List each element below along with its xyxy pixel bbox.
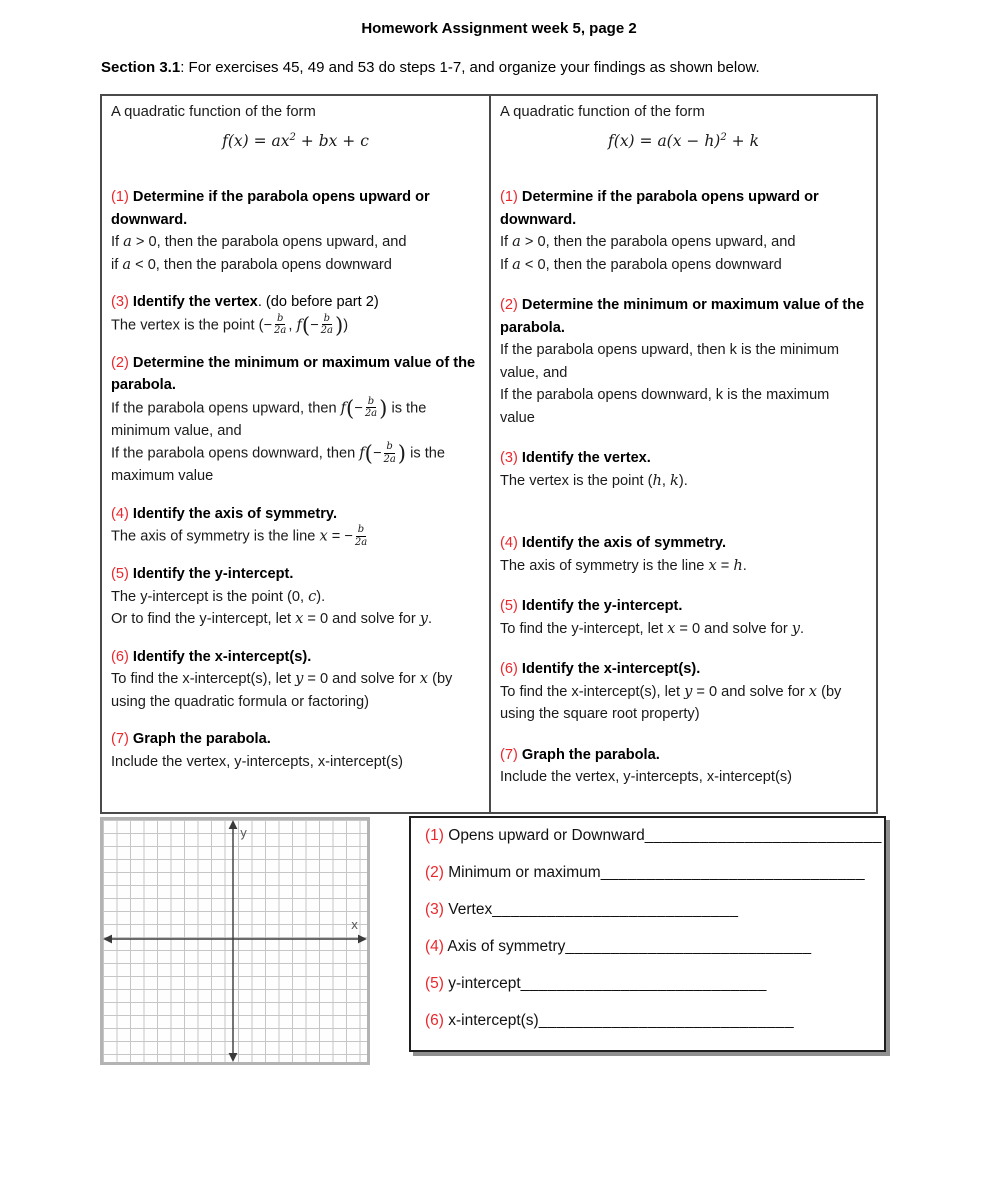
math-token: minimum value, and (111, 422, 242, 439)
step-number: (4) (111, 505, 129, 522)
math-token: f (359, 444, 365, 462)
math-token: f (296, 316, 302, 334)
answer-label: Opens upward or Downward (443, 827, 645, 844)
answer-number: (4) (425, 938, 444, 955)
math-token: , (288, 317, 297, 334)
answer-row-2 (425, 864, 884, 901)
math-token: f (340, 399, 347, 417)
math-token: x (419, 670, 429, 688)
step-body-line (500, 254, 867, 277)
math-token: y (791, 619, 801, 637)
step-number: (7) (500, 746, 518, 763)
math-token: ( (301, 311, 311, 337)
math-token: ). (678, 472, 688, 489)
math-token: If the parabola opens downward, then (111, 445, 360, 462)
step-body-line (500, 231, 867, 254)
step-number: (3) (111, 294, 129, 311)
step-heading (111, 352, 480, 397)
math-token: Include the vertex, y-intercepts, x-intercept(s) (111, 753, 403, 770)
answer-row-1 (425, 827, 884, 864)
math-token: If the parabola opens upward, then (111, 400, 341, 417)
vertex-form-steps (500, 186, 867, 789)
answer-blank-line: ____________________________ (538, 1012, 795, 1029)
step-1 (500, 186, 867, 276)
step-heading (111, 728, 480, 751)
math-token: The vertex is the point (− (111, 317, 273, 334)
step-number: (2) (111, 354, 129, 371)
step-body-line (111, 394, 480, 420)
step-heading (111, 563, 480, 586)
answer-box (409, 816, 886, 1052)
step-heading (111, 291, 480, 314)
vertex-form-intro: A quadratic function of the form (500, 104, 705, 120)
step-title: Identify the y-intercept. (132, 566, 294, 583)
vertex-form-formula (500, 127, 867, 153)
y-axis-up-arrow-icon (229, 820, 238, 829)
step-title: Determine the minimum or maximum value of the parabola. (111, 354, 476, 394)
step-body-line (111, 420, 480, 443)
page-title: Homework Assignment week 5, page 2 (361, 20, 637, 37)
answer-row-5 (425, 975, 884, 1012)
math-token: + k (726, 131, 759, 150)
step-heading (111, 186, 480, 231)
answer-number: (2) (425, 864, 444, 881)
math-token: If the parabola opens upward, then k is the minimum (500, 342, 840, 359)
math-token: f(x) = a(x − h) (608, 131, 721, 150)
step-number: (5) (111, 566, 129, 583)
math-token: To find the x-intercept(s), let (111, 671, 296, 688)
math-token: value, and (500, 364, 568, 381)
step-body-line (500, 339, 867, 362)
math-token: ) (335, 311, 344, 337)
math-token: − (310, 317, 319, 334)
step-body-line (111, 608, 480, 631)
answer-row-4 (425, 938, 884, 975)
step-title: Identify the axis of symmetry. (521, 535, 727, 552)
step-body-line (500, 555, 867, 578)
math-token: h (733, 556, 743, 574)
math-token: x (667, 619, 676, 637)
standard-form-formula (111, 127, 480, 153)
math-token: = 0 and solve for (692, 683, 809, 700)
step-body-line (500, 407, 867, 430)
step-body-line (500, 618, 867, 641)
answer-blank-line: ___________________________ (520, 975, 767, 992)
step-heading (500, 186, 867, 231)
answer-label: Vertex (443, 901, 493, 918)
math-token: < 0, then the parabola opens downward (131, 256, 392, 273)
step-number: (2) (500, 297, 518, 314)
step-body-line (111, 586, 480, 609)
math-token: = 0 and solve for (675, 620, 792, 637)
step-title: Identify the x-intercept(s). (521, 661, 701, 678)
answer-number: (5) (425, 975, 444, 992)
step-body-line (500, 384, 867, 407)
step-6 (111, 646, 480, 714)
answer-number: (3) (425, 901, 444, 918)
math-token: h (652, 471, 662, 489)
math-token: ) (343, 317, 349, 334)
step-body-line (111, 465, 480, 488)
step-title: Identify the axis of symmetry. (132, 505, 338, 522)
section-text: : For exercises 45, 49 and 53 do steps 1-7, and organize your findings as shown below. (180, 59, 760, 76)
step-body-line (111, 751, 480, 774)
step-body-line (500, 362, 867, 385)
math-token: (by (428, 671, 453, 688)
y-axis-label: y (240, 826, 248, 840)
answer-row-3 (425, 901, 884, 938)
step-number: (4) (500, 535, 518, 552)
answer-label: x-intercept(s) (443, 1012, 539, 1029)
standard-form-column (102, 96, 491, 812)
step-heading (500, 532, 867, 555)
step-heading (500, 658, 867, 681)
math-token: Include the vertex, y-intercepts, x-intercept(s) (500, 769, 792, 786)
math-token: $\frac{b}{2a}$ (320, 312, 333, 337)
math-token: If (500, 256, 513, 273)
step-4 (500, 532, 867, 577)
math-token: ) (397, 440, 407, 466)
math-token: ( (346, 394, 355, 420)
step-5 (111, 563, 480, 631)
step-body-line (111, 442, 480, 465)
section-label: Section 3.1 (101, 59, 181, 76)
math-token: $\frac{b}{2a}$ (354, 524, 368, 548)
math-token: < 0, then the parabola opens downward (520, 256, 782, 273)
math-token: = 0 and solve for (303, 611, 420, 628)
math-token: > 0, then the parabola opens upward, and (520, 234, 796, 251)
answer-number: (6) (425, 1012, 444, 1029)
math-token: If (111, 234, 124, 251)
math-token: $\frac{b}{2a}$ (383, 441, 396, 465)
math-token: ( (364, 440, 373, 466)
math-token: To find the x-intercept(s), let (500, 683, 685, 700)
axes-plot (103, 820, 367, 1062)
step-title: Identify the x-intercept(s). (132, 648, 312, 665)
math-token: The y-intercept is the point (0, (111, 588, 309, 605)
step-number: (6) (111, 648, 129, 665)
math-token: f(x) = ax (222, 131, 290, 150)
math-token: a (512, 233, 521, 251)
step-number: (7) (111, 731, 129, 748)
answer-label: Axis of symmetry (443, 938, 566, 955)
step-2 (500, 294, 867, 429)
answer-label: Minimum or maximum (443, 864, 601, 881)
step-number: (1) (500, 189, 518, 206)
y-axis-down-arrow-icon (229, 1053, 238, 1062)
math-token: x (708, 556, 717, 574)
math-token: $\frac{b}{2a}$ (274, 312, 287, 337)
math-token: k (670, 471, 679, 489)
math-token: = 0 and solve for (303, 671, 420, 688)
step-heading (500, 447, 867, 470)
math-token: . (800, 620, 805, 637)
step-heading (500, 595, 867, 618)
step-number: (6) (500, 661, 518, 678)
math-token: = − (327, 528, 353, 545)
step-number: (3) (500, 450, 518, 467)
step-2 (111, 352, 480, 488)
x-axis-left-arrow-icon (103, 935, 112, 944)
math-token: = (716, 557, 734, 574)
math-token: a (512, 255, 521, 273)
x-axis-right-arrow-icon (358, 935, 367, 944)
step-heading (500, 294, 867, 339)
answer-label: y-intercept (443, 975, 521, 992)
math-token: using the quadratic formula or factoring) (111, 693, 369, 710)
step-6 (500, 658, 867, 726)
step-body-line (111, 691, 480, 714)
answer-blank-line: __________________________ (644, 827, 882, 844)
math-token: The axis of symmetry is the line (500, 557, 709, 574)
step-1 (111, 186, 480, 276)
math-token: + bx + c (295, 131, 369, 150)
math-token: 2 (720, 131, 727, 143)
vertex-form-column (491, 96, 876, 812)
math-token: a (122, 255, 132, 273)
step-title: Identify the vertex (132, 294, 258, 311)
answer-blank-line: ___________________________ (492, 901, 739, 918)
answer-number: (1) (425, 827, 444, 844)
step-body-line (500, 703, 867, 726)
math-token: The vertex is the point ( (500, 472, 653, 489)
math-token: ) (379, 394, 388, 420)
math-token: 2 (289, 131, 296, 143)
step-3 (500, 447, 867, 492)
step-title: Graph the parabola. (521, 746, 660, 763)
step-title: Determine if the parabola opens upward or downward. (111, 189, 430, 228)
step-body-line (111, 311, 480, 337)
step-5 (500, 595, 867, 640)
math-token: − (372, 445, 382, 462)
math-token: maximum value (111, 468, 214, 485)
step-body-line (111, 525, 480, 548)
math-token: > 0, then the parabola opens upward, and (131, 234, 407, 251)
math-token: If (500, 234, 513, 251)
answer-row-6 (425, 1012, 884, 1049)
standard-form-steps (111, 186, 480, 773)
math-token: ). (316, 588, 326, 605)
math-token: If the parabola opens downward, k is the maximum (500, 387, 830, 404)
step-heading (111, 503, 480, 526)
section-instruction (101, 59, 760, 76)
step-3 (111, 291, 480, 337)
math-token: $\frac{b}{2a}$ (364, 395, 378, 420)
graph-grid (100, 817, 370, 1065)
math-token: value (500, 409, 535, 426)
math-token: y (684, 682, 693, 700)
step-number: (1) (111, 189, 129, 206)
standard-form-intro: A quadratic function of the form (111, 104, 316, 120)
step-title: Graph the parabola. (132, 731, 271, 748)
step-title: Identify the vertex. (521, 450, 651, 467)
step-body-line (500, 766, 867, 789)
math-token: . (742, 557, 747, 574)
step-title: Determine the minimum or maximum value of the parabola. (500, 297, 865, 336)
step-title: Determine if the parabola opens upward or downward. (500, 189, 819, 228)
math-token: x (319, 527, 328, 545)
math-token: x (295, 610, 304, 628)
math-token: , (661, 472, 671, 489)
answer-blank-line: _____________________________ (600, 864, 866, 881)
step-body-line (500, 470, 867, 493)
math-token: The axis of symmetry is the line (111, 528, 320, 545)
math-token: c (308, 587, 317, 605)
step-number: (5) (500, 598, 518, 615)
answer-blank-line: ___________________________ (565, 938, 812, 955)
step-body-line (111, 254, 480, 277)
math-token: (by (817, 683, 842, 700)
step-body-line (500, 681, 867, 704)
step-4 (111, 503, 480, 549)
step-body-line (111, 231, 480, 254)
step-body-line (111, 668, 480, 691)
step-7 (111, 728, 480, 773)
math-token: − (354, 400, 363, 417)
step-heading (500, 744, 867, 767)
x-axis-label: x (351, 918, 359, 932)
math-token: if (111, 256, 123, 273)
math-token: y (295, 670, 304, 688)
math-token: . (428, 611, 433, 628)
math-token: a (123, 233, 132, 251)
math-token: To find the y-intercept, let (500, 620, 668, 637)
math-token: is the (387, 400, 427, 417)
math-token: y (419, 610, 429, 628)
math-token: is the (406, 445, 445, 462)
step-heading (111, 646, 480, 669)
math-token: Or to find the y-intercept, let (111, 611, 296, 628)
step-title: Identify the y-intercept. (521, 598, 683, 615)
math-token: x (808, 682, 818, 700)
step-title-suffix: . (do before part 2) (257, 294, 379, 311)
comparison-table (100, 94, 878, 814)
step-7 (500, 744, 867, 789)
math-token: using the square root property) (500, 706, 700, 723)
